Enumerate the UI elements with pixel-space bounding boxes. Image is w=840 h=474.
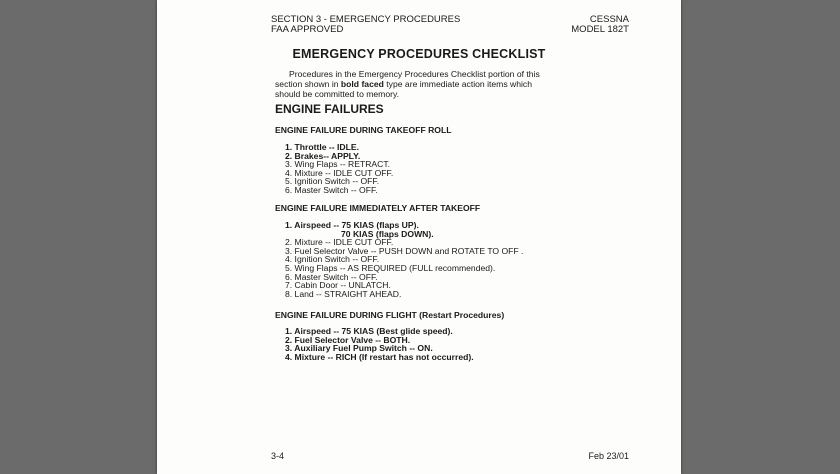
list-item: 4. Mixture -- RICH (If restart has not occurred). bbox=[285, 351, 474, 362]
list-item: 3. Fuel Selector Valve -- PUSH DOWN and ROTATE TO OFF . bbox=[285, 245, 524, 256]
intro-text-bold: bold faced bbox=[340, 79, 384, 89]
intro-text-after: type are immediate action items which should be committed to memory. bbox=[275, 79, 532, 99]
list-item: 1. Throttle -- IDLE. bbox=[285, 142, 359, 152]
list-item: 5. Wing Flaps -- AS REQUIRED (FULL recommended). bbox=[285, 262, 496, 273]
approval-label: FAA APPROVED bbox=[271, 24, 344, 35]
section-title: ENGINE FAILURES bbox=[275, 102, 384, 116]
list-item: 6. Master Switch -- OFF. bbox=[285, 184, 378, 195]
intro-paragraph bbox=[275, 69, 559, 99]
list-item: 8. Land -- STRAIGHT AHEAD. bbox=[285, 288, 402, 299]
list-item: 3. Wing Flaps -- RETRACT. bbox=[285, 159, 391, 170]
section-label: SECTION 3 - EMERGENCY PROCEDURES bbox=[271, 14, 461, 25]
document-page bbox=[157, 0, 681, 474]
intro-text-before: Procedures in the Emergency Procedures Checklist portion of this section shown in bbox=[275, 69, 540, 89]
header-right bbox=[571, 15, 629, 35]
list-item: 1. Airspeed -- 75 KIAS (Best glide speed). bbox=[285, 326, 453, 336]
list-item: 2. Fuel Selector Valve -- BOTH. bbox=[285, 334, 411, 345]
list-item: 70 KIAS (flaps DOWN). bbox=[341, 228, 434, 239]
manufacturer-label: CESSNA bbox=[589, 14, 629, 25]
list-item: 7. Cabin Door -- UNLATCH. bbox=[285, 280, 391, 291]
list-item: 5. Ignition Switch -- OFF. bbox=[285, 176, 380, 187]
checklist-after-takeoff bbox=[285, 221, 523, 298]
page-number: 3-4 bbox=[271, 451, 285, 461]
checklist-takeoff-roll bbox=[285, 143, 393, 195]
list-item: 6. Master Switch -- OFF. bbox=[285, 271, 378, 282]
list-item: 3. Auxiliary Fuel Pump Switch -- ON. bbox=[285, 343, 433, 354]
list-item: 1. Airspeed -- 75 KIAS (flaps UP). bbox=[285, 220, 419, 230]
page-title: EMERGENCY PROCEDURES CHECKLIST bbox=[292, 47, 546, 61]
checklist-during-flight bbox=[285, 327, 474, 361]
subsection-title-during-flight: ENGINE FAILURE DURING FLIGHT (Restart Procedures) bbox=[275, 310, 505, 320]
list-item: 4. Mixture -- IDLE CUT OFF. bbox=[285, 167, 394, 178]
subsection-title-takeoff-roll: ENGINE FAILURE DURING TAKEOFF ROLL bbox=[275, 125, 452, 135]
revision-date: Feb 23/01 bbox=[588, 451, 629, 461]
list-item: 2. Mixture -- IDLE CUT OFF. bbox=[285, 237, 394, 248]
model-label: MODEL 182T bbox=[571, 24, 629, 35]
list-item: 2. Brakes-- APPLY. bbox=[285, 150, 361, 161]
header-left bbox=[271, 15, 460, 35]
list-item: 4. Ignition Switch -- OFF. bbox=[285, 254, 380, 265]
subsection-title-after-takeoff: ENGINE FAILURE IMMEDIATELY AFTER TAKEOFF bbox=[275, 203, 481, 213]
